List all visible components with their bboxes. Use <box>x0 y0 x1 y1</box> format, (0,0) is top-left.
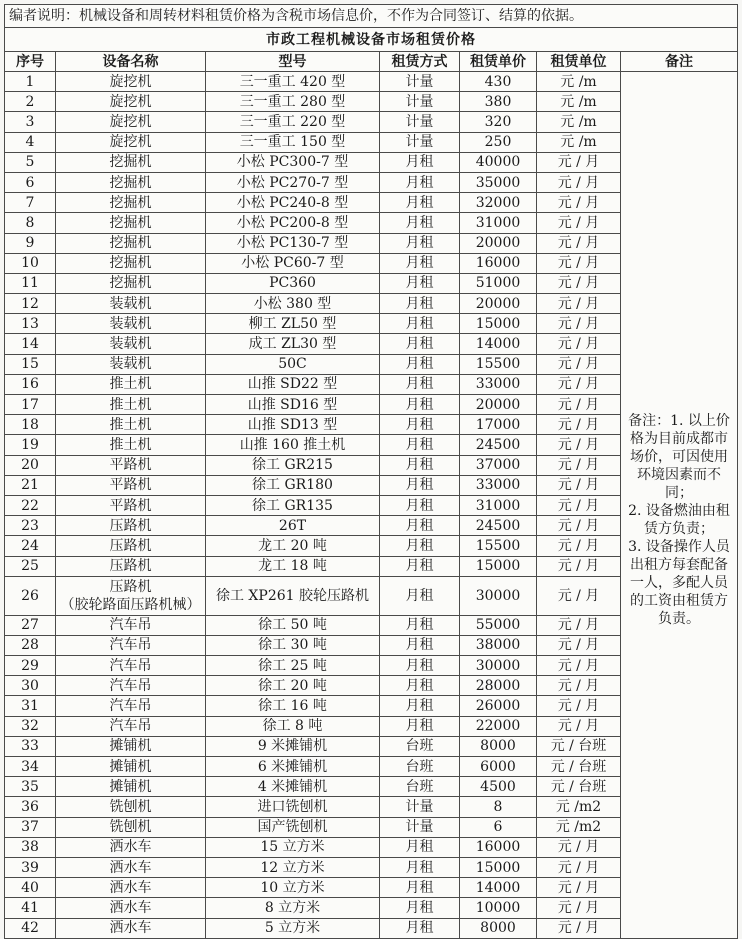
cell-name: 装载机 <box>56 354 206 374</box>
remark-line: 环境因素而不 <box>637 466 722 483</box>
cell-model: 5 立方米 <box>206 918 380 938</box>
remark-line: 同； <box>665 484 694 501</box>
cell-name: 洒水车 <box>56 837 206 857</box>
cell-mode: 月租 <box>380 536 460 556</box>
cell-name: 旋挖机 <box>56 112 206 132</box>
cell-no: 38 <box>5 837 56 857</box>
cell-name: 旋挖机 <box>56 72 206 92</box>
cell-no: 20 <box>5 455 56 475</box>
cell-price: 15000 <box>460 857 537 877</box>
cell-unit: 元 / 月 <box>537 415 621 435</box>
cell-no: 21 <box>5 475 56 495</box>
cell-mode: 月租 <box>380 253 460 273</box>
price-table <box>4 4 738 939</box>
cell-no: 34 <box>5 757 56 777</box>
cell-no: 35 <box>5 777 56 797</box>
cell-model: 4 米摊铺机 <box>206 777 380 797</box>
cell-model: 徐工 8 吨 <box>206 716 380 736</box>
cell-model: 山推 SD13 型 <box>206 415 380 435</box>
cell-no: 2 <box>5 92 56 112</box>
cell-price: 10000 <box>460 898 537 918</box>
cell-model: 三一重工 420 型 <box>206 72 380 92</box>
cell-no: 22 <box>5 495 56 515</box>
cell-unit: 元 / 台班 <box>537 736 621 756</box>
cell-unit: 元 / 月 <box>537 213 621 233</box>
cell-name: 摊铺机 <box>56 757 206 777</box>
cell-unit: 元 / 月 <box>537 475 621 495</box>
cell-name: 压路机 <box>56 516 206 536</box>
cell-model: 国产铣刨机 <box>206 817 380 837</box>
cell-mode: 月租 <box>380 837 460 857</box>
cell-model: 6 米摊铺机 <box>206 757 380 777</box>
cell-name: 压路机 <box>56 556 206 576</box>
cell-no: 11 <box>5 273 56 293</box>
cell-model: 徐工 GR135 <box>206 495 380 515</box>
cell-price: 320 <box>460 112 537 132</box>
cell-price: 22000 <box>460 716 537 736</box>
cell-name: 平路机 <box>56 495 206 515</box>
cell-model: 山推 SD16 型 <box>206 395 380 415</box>
cell-model: 山推 SD22 型 <box>206 374 380 394</box>
cell-model: 徐工 50 吨 <box>206 615 380 635</box>
cell-no: 12 <box>5 294 56 314</box>
cell-model: 徐工 GR180 <box>206 475 380 495</box>
cell-mode: 月租 <box>380 314 460 334</box>
cell-unit: 元 / 月 <box>537 615 621 635</box>
cell-mode: 月租 <box>380 475 460 495</box>
remark-cell <box>621 72 738 939</box>
cell-no: 19 <box>5 435 56 455</box>
cell-name: 摊铺机 <box>56 736 206 756</box>
cell-price: 8000 <box>460 918 537 938</box>
cell-model: 26T <box>206 516 380 536</box>
cell-model: 山推 160 推土机 <box>206 435 380 455</box>
cell-no: 41 <box>5 898 56 918</box>
cell-model: 徐工 25 吨 <box>206 656 380 676</box>
cell-unit: 元 / 月 <box>537 918 621 938</box>
cell-unit: 元 / 月 <box>537 536 621 556</box>
cell-price: 15500 <box>460 354 537 374</box>
cell-price: 31000 <box>460 213 537 233</box>
cell-name: 汽车吊 <box>56 676 206 696</box>
cell-price: 6 <box>460 817 537 837</box>
table-row <box>5 72 738 92</box>
cell-model: 小松 PC270-7 型 <box>206 172 380 192</box>
header-unit: 租赁单位 <box>537 52 621 72</box>
remark-line: 赁方负责； <box>644 520 715 537</box>
cell-name: 装载机 <box>56 314 206 334</box>
cell-price: 28000 <box>460 676 537 696</box>
cell-model: 徐工 16 吨 <box>206 696 380 716</box>
cell-model: 徐工 XP261 胶轮压路机 <box>206 576 380 615</box>
cell-no: 31 <box>5 696 56 716</box>
cell-no: 36 <box>5 797 56 817</box>
cell-unit: 元 /m <box>537 112 621 132</box>
cell-mode: 月租 <box>380 516 460 536</box>
editor-note: 编者说明：机械设备和周转材料租赁价格为含税市场信息价，不作为合同签订、结算的依据。 <box>5 5 738 28</box>
cell-mode: 月租 <box>380 435 460 455</box>
cell-name: 旋挖机 <box>56 92 206 112</box>
cell-price: 6000 <box>460 757 537 777</box>
cell-price: 20000 <box>460 294 537 314</box>
cell-no: 1 <box>5 72 56 92</box>
cell-unit: 元 / 月 <box>537 656 621 676</box>
cell-model: 小松 380 型 <box>206 294 380 314</box>
cell-mode: 月租 <box>380 455 460 475</box>
remark-line: 格为目前成都市 <box>630 430 729 447</box>
cell-no: 29 <box>5 656 56 676</box>
remark-line: 3. 设备操作人员 <box>628 538 730 555</box>
cell-no: 18 <box>5 415 56 435</box>
cell-model: 徐工 20 吨 <box>206 676 380 696</box>
cell-price: 35000 <box>460 172 537 192</box>
cell-unit: 元 / 月 <box>537 556 621 576</box>
cell-mode: 月租 <box>380 676 460 696</box>
cell-no: 23 <box>5 516 56 536</box>
cell-name-line: 压路机 <box>109 578 152 595</box>
cell-model: 小松 PC200-8 型 <box>206 213 380 233</box>
cell-price: 20000 <box>460 395 537 415</box>
cell-price: 30000 <box>460 576 537 615</box>
cell-unit: 元 /m2 <box>537 797 621 817</box>
cell-no: 42 <box>5 918 56 938</box>
cell-unit: 元 / 月 <box>537 273 621 293</box>
cell-price: 24500 <box>460 516 537 536</box>
remark-line: 2. 设备燃油由租 <box>628 502 730 519</box>
cell-model: 进口铣刨机 <box>206 797 380 817</box>
cell-name: 汽车吊 <box>56 615 206 635</box>
cell-no: 26 <box>5 576 56 615</box>
cell-unit: 元 / 月 <box>537 193 621 213</box>
header-mode: 租赁方式 <box>380 52 460 72</box>
cell-price: 33000 <box>460 374 537 394</box>
cell-mode: 月租 <box>380 374 460 394</box>
cell-price: 8000 <box>460 736 537 756</box>
cell-no: 14 <box>5 334 56 354</box>
cell-unit: 元 / 月 <box>537 676 621 696</box>
cell-mode: 月租 <box>380 213 460 233</box>
cell-unit: 元 / 月 <box>537 716 621 736</box>
cell-mode: 计量 <box>380 92 460 112</box>
header-no: 序号 <box>5 52 56 72</box>
cell-price: 20000 <box>460 233 537 253</box>
cell-model: 龙工 18 吨 <box>206 556 380 576</box>
cell-no: 37 <box>5 817 56 837</box>
cell-mode: 月租 <box>380 334 460 354</box>
cell-price: 32000 <box>460 193 537 213</box>
cell-model: 成工 ZL30 型 <box>206 334 380 354</box>
cell-price: 55000 <box>460 615 537 635</box>
cell-unit: 元 /m2 <box>537 817 621 837</box>
cell-mode: 计量 <box>380 797 460 817</box>
price-document <box>4 4 737 939</box>
cell-mode: 月租 <box>380 878 460 898</box>
cell-price: 380 <box>460 92 537 112</box>
cell-no: 39 <box>5 857 56 877</box>
cell-model: 9 米摊铺机 <box>206 736 380 756</box>
cell-price: 4500 <box>460 777 537 797</box>
cell-unit: 元 / 月 <box>537 354 621 374</box>
cell-no: 30 <box>5 676 56 696</box>
cell-name: 挖掘机 <box>56 213 206 233</box>
cell-name: 铣刨机 <box>56 817 206 837</box>
cell-name: 推土机 <box>56 374 206 394</box>
cell-mode: 台班 <box>380 777 460 797</box>
cell-no: 27 <box>5 615 56 635</box>
cell-unit: 元 /m <box>537 72 621 92</box>
cell-no: 5 <box>5 152 56 172</box>
cell-name: 挖掘机 <box>56 253 206 273</box>
cell-model: 龙工 20 吨 <box>206 536 380 556</box>
header-row <box>5 52 738 72</box>
cell-model: 三一重工 280 型 <box>206 92 380 112</box>
cell-name: 平路机 <box>56 455 206 475</box>
cell-price: 33000 <box>460 475 537 495</box>
cell-name: 洒水车 <box>56 918 206 938</box>
cell-unit: 元 / 台班 <box>537 777 621 797</box>
cell-no: 28 <box>5 635 56 655</box>
cell-unit: 元 / 月 <box>537 576 621 615</box>
cell-unit: 元 /m <box>537 132 621 152</box>
cell-mode: 月租 <box>380 233 460 253</box>
cell-mode: 月租 <box>380 172 460 192</box>
cell-mode: 台班 <box>380 736 460 756</box>
cell-mode: 月租 <box>380 898 460 918</box>
remark-line: 出租方每套配备 <box>630 556 729 573</box>
cell-unit: 元 / 月 <box>537 233 621 253</box>
cell-unit: 元 / 月 <box>537 857 621 877</box>
cell-unit: 元 / 台班 <box>537 757 621 777</box>
cell-unit: 元 / 月 <box>537 898 621 918</box>
cell-price: 14000 <box>460 334 537 354</box>
cell-no: 24 <box>5 536 56 556</box>
cell-price: 250 <box>460 132 537 152</box>
cell-no: 3 <box>5 112 56 132</box>
cell-no: 17 <box>5 395 56 415</box>
cell-no: 25 <box>5 556 56 576</box>
cell-price: 31000 <box>460 495 537 515</box>
cell-price: 26000 <box>460 696 537 716</box>
cell-price: 15000 <box>460 556 537 576</box>
cell-name: 挖掘机 <box>56 273 206 293</box>
cell-unit: 元 / 月 <box>537 294 621 314</box>
cell-no: 7 <box>5 193 56 213</box>
cell-name: 装载机 <box>56 334 206 354</box>
cell-mode: 月租 <box>380 193 460 213</box>
cell-no: 4 <box>5 132 56 152</box>
cell-price: 51000 <box>460 273 537 293</box>
cell-name: 推土机 <box>56 415 206 435</box>
cell-no: 9 <box>5 233 56 253</box>
cell-unit: 元 / 月 <box>537 837 621 857</box>
header-price: 租赁单价 <box>460 52 537 72</box>
cell-unit: 元 / 月 <box>537 395 621 415</box>
cell-unit: 元 /m <box>537 92 621 112</box>
cell-price: 16000 <box>460 253 537 273</box>
remark-line: 场价，可因使用 <box>630 448 729 465</box>
cell-price: 40000 <box>460 152 537 172</box>
cell-mode: 月租 <box>380 152 460 172</box>
cell-model: 徐工 GR215 <box>206 455 380 475</box>
cell-unit: 元 / 月 <box>537 152 621 172</box>
cell-no: 33 <box>5 736 56 756</box>
cell-mode: 计量 <box>380 132 460 152</box>
cell-mode: 计量 <box>380 112 460 132</box>
cell-name: 旋挖机 <box>56 132 206 152</box>
cell-price: 16000 <box>460 837 537 857</box>
cell-unit: 元 / 月 <box>537 495 621 515</box>
cell-name: 压路机 <box>56 536 206 556</box>
cell-name: 装载机 <box>56 294 206 314</box>
cell-price: 37000 <box>460 455 537 475</box>
cell-mode: 月租 <box>380 635 460 655</box>
cell-unit: 元 / 月 <box>537 314 621 334</box>
header-name: 设备名称 <box>56 52 206 72</box>
cell-name-subline: （胶轮路面压路机械） <box>60 596 201 613</box>
cell-model: PC360 <box>206 273 380 293</box>
cell-mode: 月租 <box>380 395 460 415</box>
cell-price: 17000 <box>460 415 537 435</box>
cell-model: 三一重工 220 型 <box>206 112 380 132</box>
cell-mode: 月租 <box>380 576 460 615</box>
cell-mode: 月租 <box>380 556 460 576</box>
cell-name: 洒水车 <box>56 878 206 898</box>
cell-mode: 计量 <box>380 817 460 837</box>
cell-unit: 元 / 月 <box>537 435 621 455</box>
cell-unit: 元 / 月 <box>537 334 621 354</box>
cell-model: 12 立方米 <box>206 857 380 877</box>
remark-line: 负责。 <box>658 610 701 627</box>
cell-unit: 元 / 月 <box>537 455 621 475</box>
cell-price: 14000 <box>460 878 537 898</box>
header-remark: 备注 <box>621 52 738 72</box>
cell-name: 摊铺机 <box>56 777 206 797</box>
cell-name: 挖掘机 <box>56 152 206 172</box>
cell-model: 徐工 30 吨 <box>206 635 380 655</box>
cell-unit: 元 / 月 <box>537 696 621 716</box>
remark-line: 备注：1. 以上价 <box>628 412 730 429</box>
cell-no: 15 <box>5 354 56 374</box>
cell-no: 32 <box>5 716 56 736</box>
cell-price: 30000 <box>460 656 537 676</box>
cell-unit: 元 / 月 <box>537 516 621 536</box>
table-title: 市政工程机械设备市场租赁价格 <box>5 28 738 52</box>
cell-mode: 月租 <box>380 696 460 716</box>
cell-price: 15000 <box>460 314 537 334</box>
cell-mode: 月租 <box>380 273 460 293</box>
cell-model: 柳工 ZL50 型 <box>206 314 380 334</box>
cell-name: 汽车吊 <box>56 696 206 716</box>
cell-unit: 元 / 月 <box>537 878 621 898</box>
cell-price: 38000 <box>460 635 537 655</box>
cell-model: 小松 PC130-7 型 <box>206 233 380 253</box>
cell-price: 430 <box>460 72 537 92</box>
cell-mode: 月租 <box>380 495 460 515</box>
cell-model: 8 立方米 <box>206 898 380 918</box>
cell-no: 6 <box>5 172 56 192</box>
cell-mode: 月租 <box>380 918 460 938</box>
cell-name: 汽车吊 <box>56 716 206 736</box>
cell-model: 小松 PC300-7 型 <box>206 152 380 172</box>
cell-name: 汽车吊 <box>56 635 206 655</box>
remark-line: 的工资由租赁方 <box>630 592 729 609</box>
cell-unit: 元 / 月 <box>537 172 621 192</box>
cell-name: 汽车吊 <box>56 656 206 676</box>
cell-model: 小松 PC240-8 型 <box>206 193 380 213</box>
cell-model: 50C <box>206 354 380 374</box>
cell-unit: 元 / 月 <box>537 374 621 394</box>
cell-mode: 月租 <box>380 294 460 314</box>
cell-no: 13 <box>5 314 56 334</box>
cell-mode: 月租 <box>380 415 460 435</box>
cell-mode: 月租 <box>380 615 460 635</box>
header-model: 型号 <box>206 52 380 72</box>
remark-line: 一人，多配人员 <box>630 574 729 591</box>
cell-name: 洒水车 <box>56 898 206 918</box>
cell-name: 洒水车 <box>56 857 206 877</box>
cell-price: 15500 <box>460 536 537 556</box>
cell-mode: 计量 <box>380 72 460 92</box>
cell-model: 三一重工 150 型 <box>206 132 380 152</box>
cell-name <box>56 576 206 615</box>
cell-name: 挖掘机 <box>56 193 206 213</box>
cell-model: 小松 PC60-7 型 <box>206 253 380 273</box>
cell-name: 铣刨机 <box>56 797 206 817</box>
cell-mode: 月租 <box>380 716 460 736</box>
cell-mode: 月租 <box>380 354 460 374</box>
cell-mode: 月租 <box>380 656 460 676</box>
cell-unit: 元 / 月 <box>537 635 621 655</box>
cell-no: 40 <box>5 878 56 898</box>
cell-price: 8 <box>460 797 537 817</box>
cell-name: 挖掘机 <box>56 233 206 253</box>
cell-name: 平路机 <box>56 475 206 495</box>
cell-model: 10 立方米 <box>206 878 380 898</box>
cell-model: 15 立方米 <box>206 837 380 857</box>
cell-price: 24500 <box>460 435 537 455</box>
cell-name: 挖掘机 <box>56 172 206 192</box>
cell-mode: 台班 <box>380 757 460 777</box>
cell-no: 10 <box>5 253 56 273</box>
cell-no: 8 <box>5 213 56 233</box>
cell-no: 16 <box>5 374 56 394</box>
cell-mode: 月租 <box>380 857 460 877</box>
cell-unit: 元 / 月 <box>537 253 621 273</box>
cell-name: 推土机 <box>56 395 206 415</box>
cell-name: 推土机 <box>56 435 206 455</box>
